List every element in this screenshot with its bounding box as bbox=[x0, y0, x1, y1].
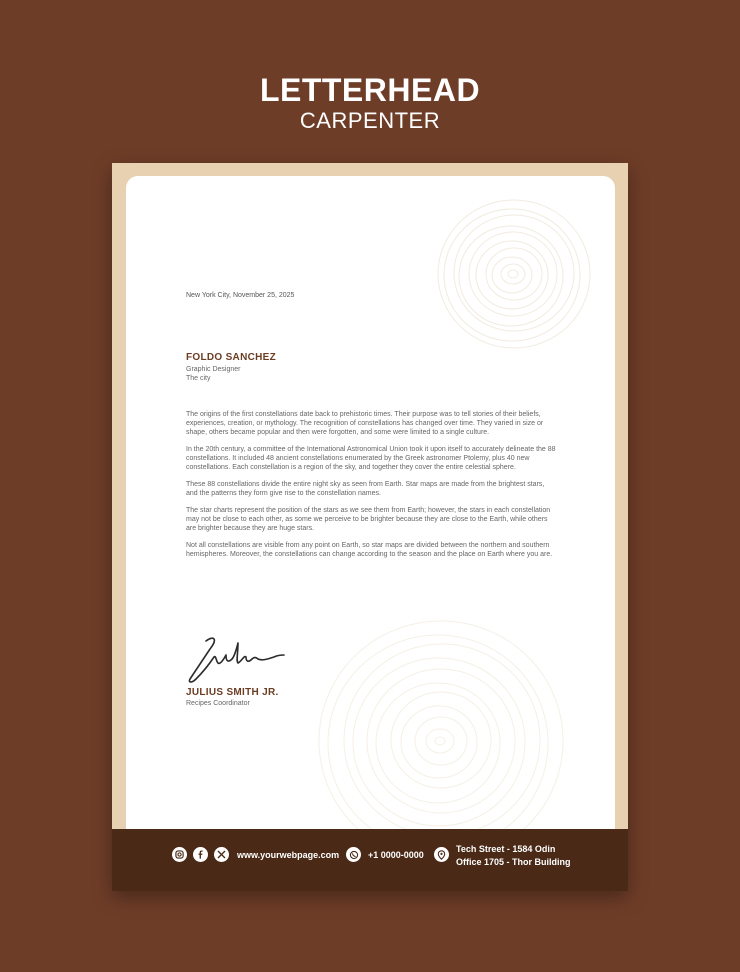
sender-name: JULIUS SMITH JR. bbox=[186, 687, 279, 698]
location-pin-icon bbox=[434, 847, 449, 862]
recipient-name: FOLDO SANCHEZ bbox=[186, 352, 277, 363]
recipient-role: Graphic Designer bbox=[186, 366, 241, 373]
recipient-location: The city bbox=[186, 375, 211, 382]
x-icon[interactable] bbox=[214, 847, 229, 862]
body-paragraph-5: Not all constellations are visible from any point on Earth, so star maps are divided between the northern and southern hemispheres. Moreover, the constellations can change according to the season and the place on Earth where you are. bbox=[186, 542, 553, 558]
page-subtitle: CARPENTER bbox=[299, 108, 441, 133]
body-paragraph-3: These 88 constellations divide the entire night sky as seen from Earth. Star maps are made from the brightest stars, and the patterns they form give rise to the constellation names. bbox=[186, 481, 545, 497]
wood-rings-decoration-top bbox=[434, 194, 594, 354]
signature bbox=[184, 633, 290, 685]
letter-date: New York City, November 25, 2025 bbox=[186, 292, 295, 299]
sender-role: Recipes Coordinator bbox=[186, 700, 250, 707]
whatsapp-icon[interactable] bbox=[346, 847, 361, 862]
body-paragraph-2: In the 20th century, a committee of the International Astronomical Union took it upon itself to accurately delineate the 88 constellations. It included 48 ancient constellations enumerated by the Greek astronomer Ptolemy, plus 40 new constellations. Each constellation is a region of the sky, and together they cover the entire celestial sphere. bbox=[186, 446, 556, 471]
contact-footer bbox=[112, 829, 628, 891]
letter-body bbox=[186, 410, 556, 567]
address-line-1: Tech Street - 1584 Odin bbox=[456, 844, 556, 854]
body-paragraph-1: The origins of the first constellations date back to prehistoric times. Their purpose was to tell stories of their beliefs, experiences, creation, or mythology. The recognition of constellations has changed over time. They varied in size or shape, others became popular and then were forgotten, and some were limited to a single culture. bbox=[186, 411, 544, 436]
phone-number[interactable]: +1 0000-0000 bbox=[368, 850, 424, 860]
letter-paper bbox=[126, 176, 615, 841]
facebook-icon[interactable] bbox=[193, 847, 208, 862]
instagram-icon[interactable] bbox=[172, 847, 187, 862]
body-paragraph-4: The star charts represent the position of the stars as we see them from Earth; however, the stars in each constellation may not be close to each other, as some we perceive to be brighter because they are close to the Earth, while others are brighter because they are huge stars. bbox=[186, 507, 551, 532]
address-line-2: Office 1705 - Thor Building bbox=[456, 857, 571, 867]
letterhead-sheet bbox=[112, 163, 628, 891]
wood-rings-decoration-bottom bbox=[316, 616, 566, 841]
website-link[interactable]: www.yourwebpage.com bbox=[237, 850, 340, 860]
page-title: LETTERHEAD bbox=[259, 72, 481, 108]
